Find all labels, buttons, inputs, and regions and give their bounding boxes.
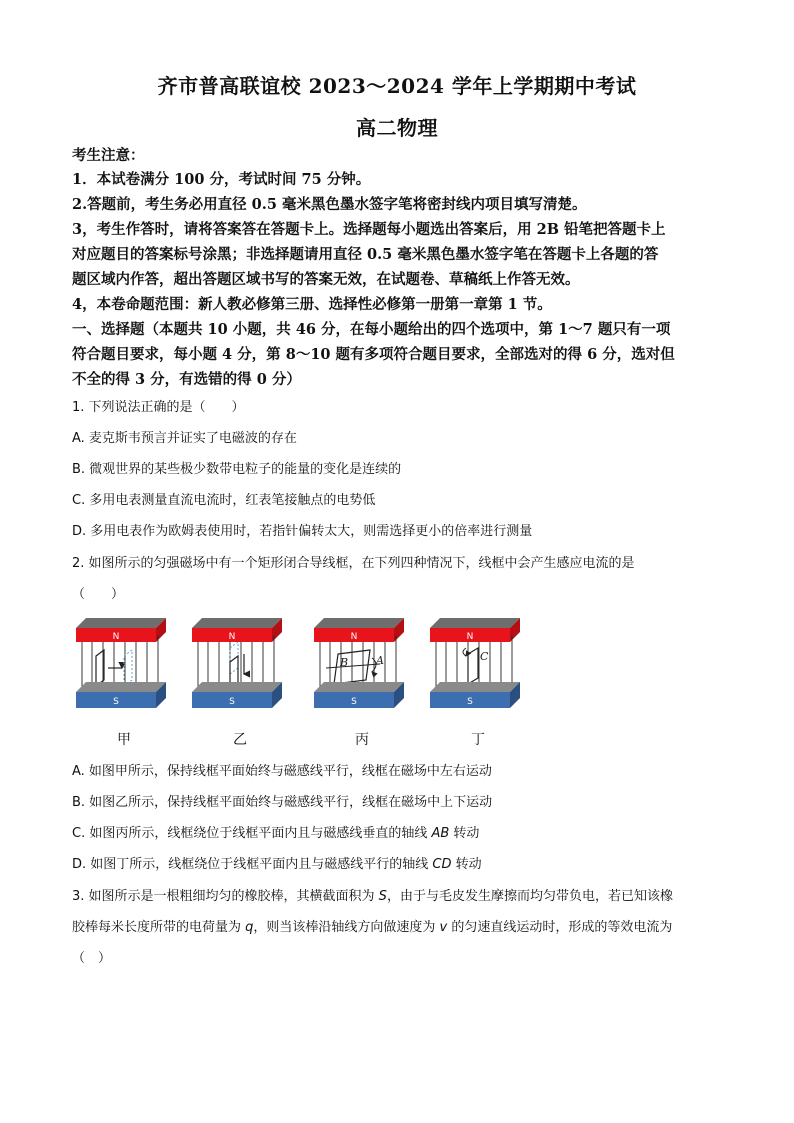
exam-subject: 高二物理	[356, 116, 438, 140]
q3-text: 胶棒每米长度所带的电荷量为	[72, 920, 246, 935]
notice-item: 对应题目的答案标号涂黑；非选择题请用直径 0.5 毫米黑色墨水签字笔在答题卡上各题的答	[72, 246, 659, 263]
var-v: v	[439, 920, 448, 935]
q1-option-b: B. 微观世界的某些极少数带电粒子的能量的变化是连续的	[72, 462, 402, 477]
q2-option-c-text: C. 如图丙所示，线框绕位于线框平面内且与磁感线垂直的轴线	[72, 826, 432, 841]
magnet-diagram-jia	[76, 618, 166, 708]
notice-heading: 考生注意：	[72, 147, 145, 164]
magnet-diagram-ding	[430, 618, 520, 708]
axis-var-cd: CD	[432, 857, 452, 872]
north-pole-label: N	[228, 632, 236, 642]
q2-option-d-end: 转动	[451, 857, 482, 872]
exam-title: 齐市普高联谊校 2023～2024 学年上学期期中考试	[157, 74, 637, 98]
q2-option-d-text: D. 如图丁所示，线框绕位于线框平面内且与磁感线平行的轴线	[72, 857, 433, 872]
south-pole-label: S	[229, 697, 235, 707]
axis-var-ab: AB	[431, 826, 450, 841]
q3-stem-line1	[72, 885, 722, 909]
q3-stem-line3: （ ）	[72, 951, 112, 966]
magnet-diagram-bing	[314, 618, 404, 708]
q1-option-c: C. 多用电表测量直流电流时，红表笔接触点的电势低	[72, 493, 376, 508]
south-pole-label: S	[351, 697, 357, 707]
q2-option-a: A. 如图甲所示，保持线框平面始终与磁感线平行，线框在磁场中左右运动	[72, 764, 492, 779]
figure-caption-bing: 丙	[355, 732, 369, 748]
notice-item: 3，考生作答时，请将答案答在答题卡上。选择题每小题选出答案后，用 2B 铅笔把答题卡上	[72, 221, 666, 238]
north-pole-label: N	[350, 632, 358, 642]
q3-text: ，由于与毛皮发生摩擦而均匀带负电，若已知该橡	[386, 889, 673, 904]
notice-item: 4，本卷命题范围：新人教必修第三册、选择性必修第一册第一章第 1 节。	[72, 296, 552, 313]
figure-caption-ding: 丁	[471, 732, 485, 748]
figure-caption-yi: 乙	[233, 732, 247, 748]
figure-caption-jia: 甲	[117, 732, 131, 748]
axis-label-a: A	[376, 654, 384, 667]
north-pole-label: N	[112, 632, 120, 642]
q2-stem: 2. 如图所示的匀强磁场中有一个矩形闭合导线框，在下列四种情况下，线框中会产生感应电流的是	[72, 556, 635, 571]
notice-item: 2.答题前，考生务必用直径 0.5 毫米黑色墨水签字笔将密封线内项目填写清楚。	[72, 196, 587, 213]
section-heading-line: 一、选择题（本题共 10 小题，共 46 分，在每小题给出的四个选项中，第 1～7 题只有一项	[72, 321, 671, 338]
section-heading-line: 不全的得 3 分，有选错的得 0 分）	[72, 371, 301, 388]
q1-option-d: D. 多用电表作为欧姆表使用时，若指针偏转太大，则需选择更小的倍率进行测量	[72, 524, 533, 539]
q2-option-d	[72, 853, 722, 877]
q1-option-a: A. 麦克斯韦预言并证实了电磁波的存在	[72, 431, 297, 446]
q3-text: 的匀速直线运动时，形成的等效电流为	[447, 920, 673, 935]
var-q: q	[245, 920, 254, 935]
q3-text: ，则当该棒沿轴线方向做速度为	[253, 920, 440, 935]
notice-item: 1．本试卷满分 100 分，考试时间 75 分钟。	[72, 171, 371, 188]
q2-option-c-end: 转动	[449, 826, 480, 841]
q3-stem-line2	[72, 916, 722, 940]
q1-stem: 1. 下列说法正确的是（ ）	[72, 400, 245, 415]
section-heading-line: 符合题目要求，每小题 4 分，第 8～10 题有多项符合题目要求，全部选对的得 6 分，选对但	[72, 346, 675, 363]
q2-option-b: B. 如图乙所示，保持线框平面始终与磁感线平行，线框在磁场中上下运动	[72, 795, 493, 810]
north-pole-label: N	[466, 632, 474, 642]
magnet-diagram-yi	[192, 618, 282, 708]
axis-label-c: C	[480, 650, 489, 663]
axis-label-b: B	[340, 656, 349, 669]
south-pole-label: S	[113, 697, 119, 707]
q2-option-c	[72, 822, 722, 846]
q2-stem-cont: （ ）	[72, 587, 125, 602]
south-pole-label: S	[467, 697, 473, 707]
q3-text: 3. 如图所示是一根粗细均匀的橡胶棒，其横截面积为	[72, 889, 379, 904]
notice-item: 题区域内作答，超出答题区域书写的答案无效，在试题卷、草稿纸上作答无效。	[72, 271, 580, 288]
var-s: S	[378, 889, 387, 904]
